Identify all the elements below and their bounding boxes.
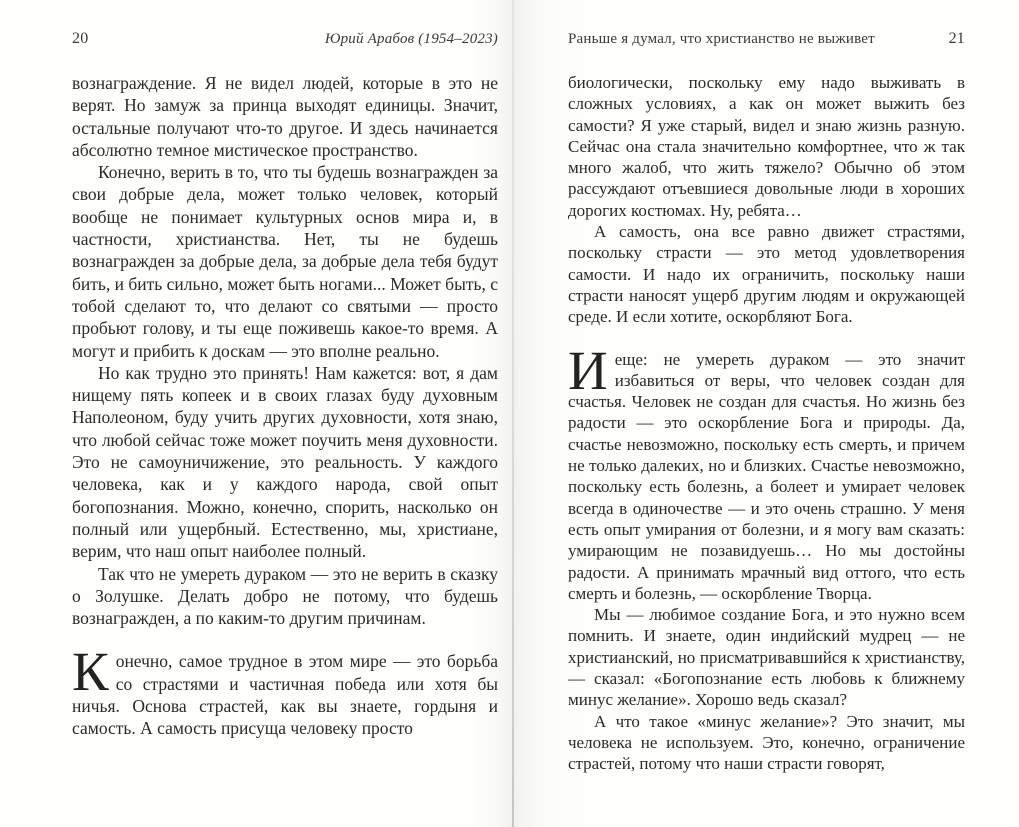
left-running-head [72,30,498,48]
paragraph: вознаграждение. Я не видел людей, которые в это не верят. Но замуж за принца выходят единицы. Значит, остальные получают что-то другое. И здесь начинается абсолютно темное мистическое пространство. [72,73,498,160]
paragraph: Но как трудно это принять! Нам кажется: вот, я дам нищему пять копеек и в своих глазах буду духовным Наполеоном, буду учить других духовности, хотя знаю, что любой сейчас тоже может поучить меня духовности. Это не самоуничижение, это реальность. У каждого человека, как и у каждого народа, свой опыт богопознания. Можно, конечно, спорить, насколько он полный или ущербный. Естественно, мы, христиане, верим, что наш опыт наиболее полный. [72,362,498,562]
right-running-head [568,30,965,48]
paragraph: Так что не умереть дураком — это не верить в сказку о Золушке. Делать добро не потому, что будешь вознагражден, а по каким-то другим причинам. [72,563,498,629]
right-page-body-text [568,72,965,775]
paragraph: биологически, поскольку ему надо выживать в сложных условиях, а как он может выжить без самости? Я уже старый, видел и знаю жизнь разную. Сейчас она стала значительно комфортнее, что ж так много жалоб, что жить тяжело? Обычно об этом рассуждают отъевшиеся довольные люди в хороших дорогих костюмах. Ну, ребята… [568,73,965,220]
right-page-number: 21 [948,30,965,47]
right-running-head-title: Раньше я думал, что христианство не выживет [568,31,875,47]
paragraph: А самость, она все равно движет страстями, поскольку страсти — это метод удовлетворения самости. И надо их ограничить, поскольку наши страсти наносят ущерб другим людям и окружающей среде. И если хотите, оскорбляют Бога. [568,222,965,327]
right-page [568,30,965,775]
drop-cap-letter: К [72,641,109,703]
paragraph: А что такое «минус желание»? Это значит, мы человека не используем. Это, конечно, ограничение страстей, потому что наши страсти говорят, [568,711,965,774]
drop-cap-letter: И [568,339,608,401]
paragraph: Мы — любимое создание Бога, и это нужно всем помнить. И знаете, один индийский мудрец — не христианский, но присматривавшийся к христианству, — сказал: «Богопознание есть любовь к ближнему минус желание». Хорошо ведь сказал? [568,605,965,710]
left-running-head-title: Юрий Арабов (1954–2023) [324,31,498,47]
book-gutter-crease [512,0,514,827]
left-page-body-text [72,72,498,740]
section-start-paragraph: Иеще: не умереть дураком — это значит избавиться от веры, что человек создан для счастья. Человек не создан для счастья. Но жизнь без радости — это оскорбление Бога и природы. Да, счастье невозможно, поскольку есть смерть, и причем не только далеких, но и близких. Счастье невозможно, поскольку есть болезнь, а болеет и умирает человек всегда в одиночестве — и это очень страшно. У меня есть опыт умирания от болезни, и я могу вам сказать: умирающим не позавидуешь… Но мы достойны радости. А принимать мрачный вид оттого, что есть смерть и болезнь, — оскорбление Творца. [568,339,965,603]
left-page-number: 20 [72,30,89,47]
left-page [72,30,498,740]
section-start-paragraph: Конечно, самое трудное в этом мире — это борьба со страстями и частичная победа или хотя бы ничья. Основа страстей, как вы знаете, гордыня и самость. А самость присуща человеку просто [72,641,498,739]
paragraph: Конечно, верить в то, что ты будешь вознагражден за свои добрые дела, может только человек, который вообще не понимает культурных основ мира и, в частности, христианства. Нет, ты не будешь вознагражден за добрые дела, за добрые дела тебя будут бить, и бить сильно, может быть ногами... Может быть, с тобой сделают то, что делают со святыми — просто пробьют голову, и ты еще поживешь какое-то время. А могут и прибить к доскам — это вполне реально. [72,162,498,361]
